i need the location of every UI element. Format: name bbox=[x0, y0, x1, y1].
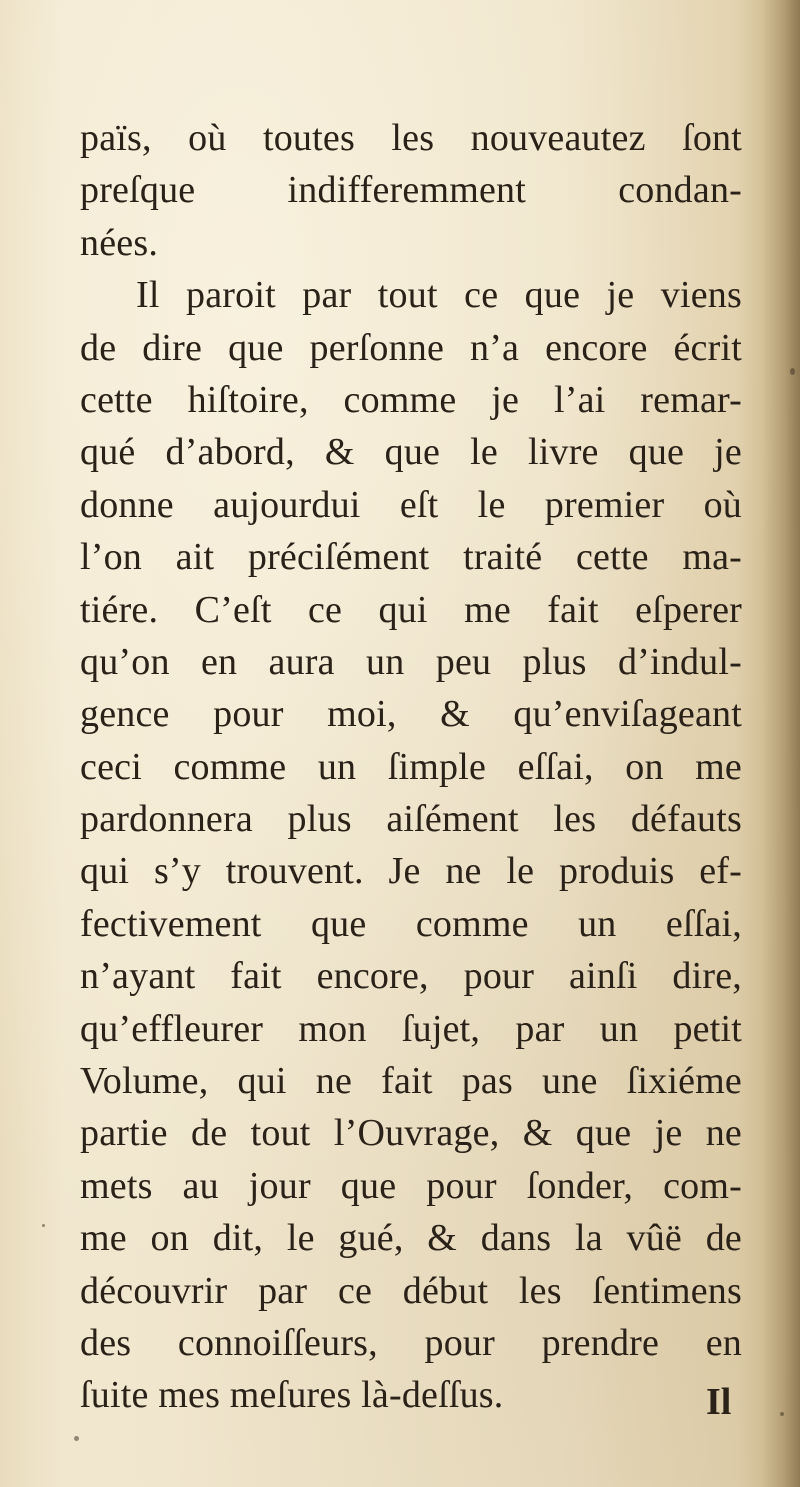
paper-speck bbox=[790, 368, 795, 375]
text-line: des connoiſſeurs, pour prendre en bbox=[80, 1321, 742, 1364]
text-line: me on dit, le gué, & dans la vûë de bbox=[80, 1217, 742, 1260]
text-line: païs, où toutes les nouveautez ſont bbox=[80, 117, 742, 159]
text-line: nées. bbox=[80, 221, 159, 264]
paper-speck bbox=[780, 1412, 784, 1416]
text-line: qu’on en aura un peu plus d’indul- bbox=[80, 640, 742, 683]
text-line: fectivement que comme un eſſai, bbox=[80, 902, 742, 945]
text-line: tiére. C’eſt ce qui me fait eſperer bbox=[80, 588, 742, 631]
catchword: Il bbox=[706, 1381, 732, 1423]
text-line: de dire que perſonne n’a encore écrit bbox=[80, 326, 742, 369]
paper-speck bbox=[42, 1224, 45, 1227]
text-line: ſuite mes meſures là-deſſus. bbox=[80, 1374, 504, 1417]
text-line: cette hiſtoire, comme je l’ai remar- bbox=[80, 378, 742, 421]
text-line: qui s’y trouvent. Je ne le produis ef- bbox=[80, 850, 742, 893]
paper-speck bbox=[74, 1436, 79, 1441]
text-line: l’on ait préciſément traité cette ma- bbox=[80, 536, 742, 579]
text-line: preſque indifferemment condan- bbox=[80, 169, 742, 212]
paragraph-start-line: Il paroit par tout ce que je viens bbox=[136, 274, 742, 317]
text-line: ceci comme un ſimple eſſai, on me bbox=[80, 745, 742, 788]
text-line: partie de tout l’Ouvrage, & que je ne bbox=[80, 1112, 742, 1155]
text-line: gence pour moi, & qu’enviſageant bbox=[80, 693, 742, 736]
text-line: mets au jour que pour ſonder, com- bbox=[80, 1164, 742, 1207]
text-line: Volume, qui ne fait pas une ſixiéme bbox=[80, 1060, 742, 1103]
page-body-text bbox=[80, 112, 742, 1422]
text-line: n’ayant fait encore, pour ainſi dire, bbox=[80, 955, 742, 998]
text-line: qué d’abord, & que le livre que je bbox=[80, 431, 742, 474]
text-line: donne aujourdui eſt le premier où bbox=[80, 483, 742, 526]
text-line: pardonnera plus aiſément les défauts bbox=[80, 798, 742, 841]
page-edge-shadow bbox=[762, 0, 800, 1487]
text-line: qu’effleurer mon ſujet, par un petit bbox=[80, 1007, 742, 1050]
text-line: découvrir par ce début les ſentimens bbox=[80, 1269, 742, 1312]
